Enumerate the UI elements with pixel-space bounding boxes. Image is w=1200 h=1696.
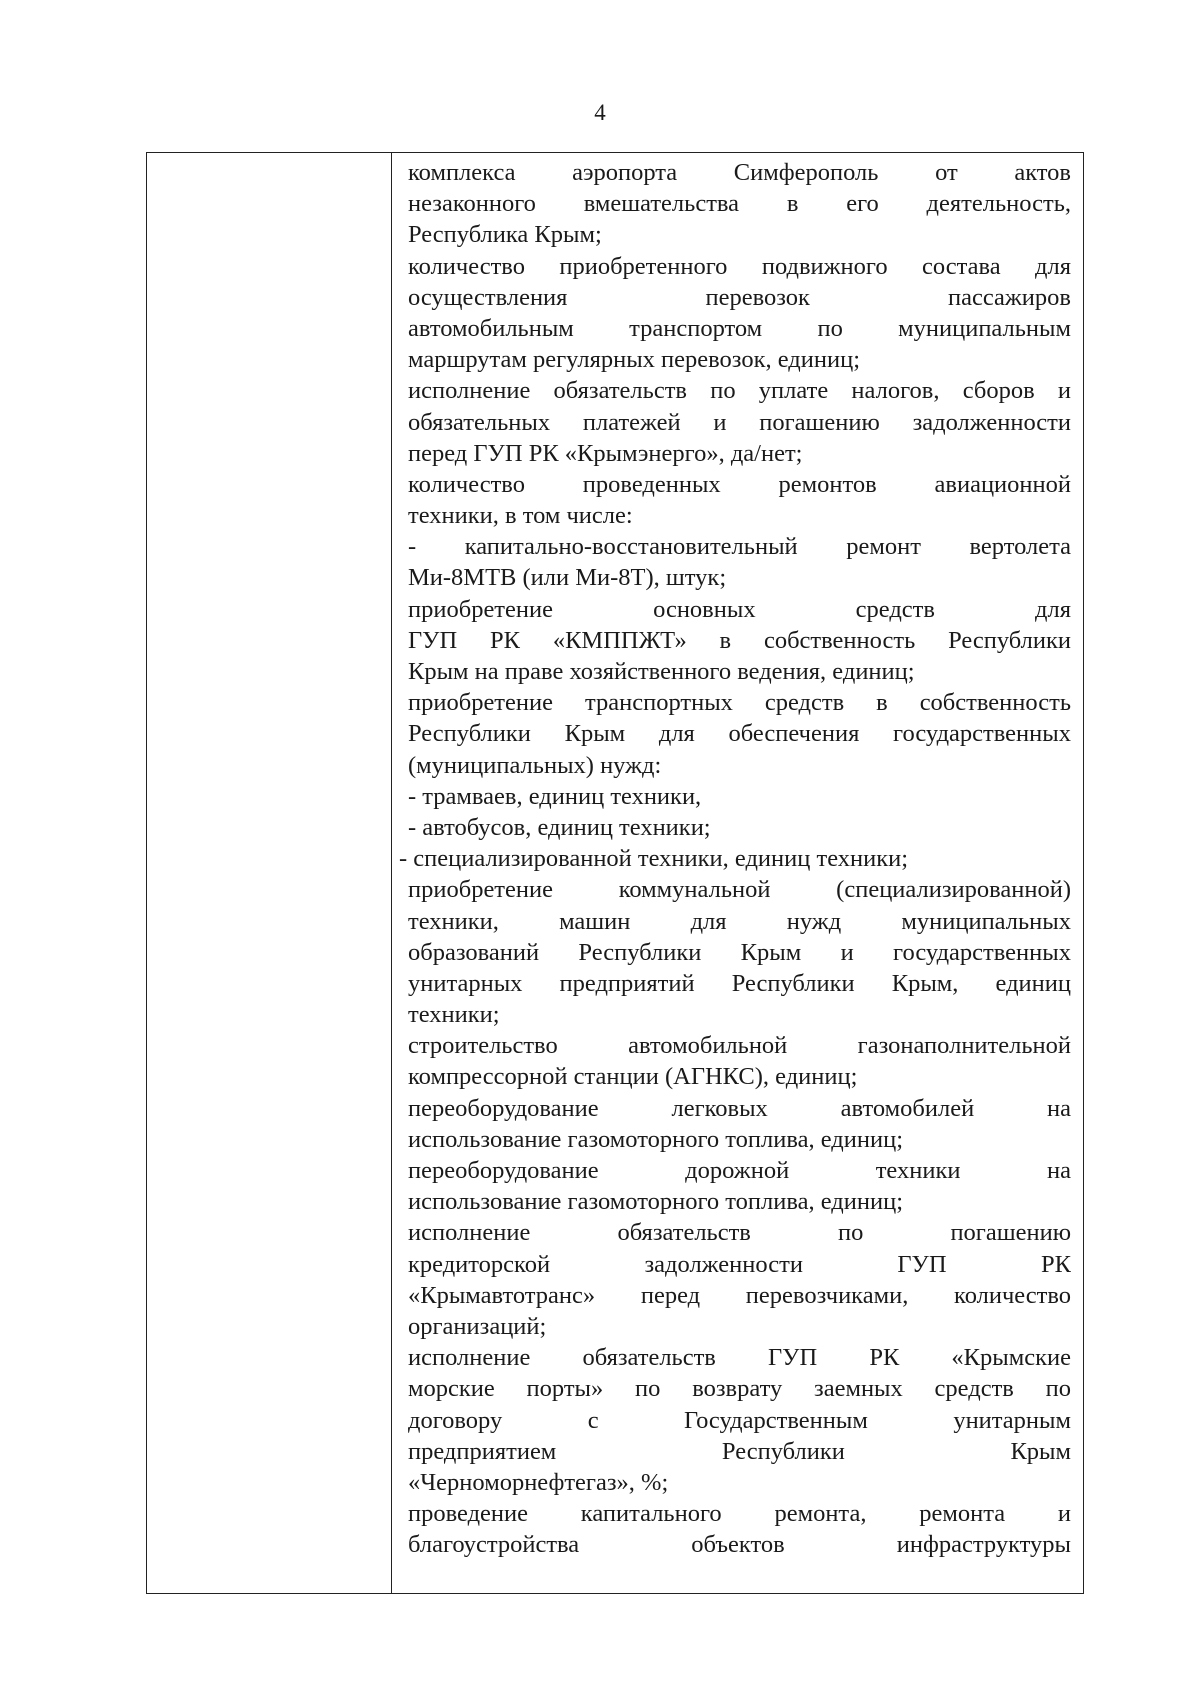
text-line: строительство автомобильной газонаполнительной	[408, 1032, 1071, 1060]
text-line: обязательных платежей и погашению задолженности	[408, 408, 1071, 436]
text-line: договору с Государственным унитарным	[408, 1406, 1071, 1434]
text-line: (муниципальных) нужд:	[408, 751, 662, 779]
text-line: техники, машин для нужд муниципальных	[408, 907, 1071, 935]
text-line: Крым на праве хозяйственного ведения, единиц;	[408, 658, 915, 685]
text-line: благоустройства объектов инфраструктуры	[408, 1531, 1071, 1559]
text-line: компрессорной станции (АГНКС), единиц;	[408, 1063, 858, 1091]
text-line: приобретение коммунальной (специализированной)	[408, 876, 1071, 904]
text-line: автомобильным транспортом по муниципальным	[408, 314, 1071, 342]
text-line: предприятием Республики Крым	[408, 1437, 1071, 1465]
text-line: исполнение обязательств по уплате налогов, сборов и	[408, 377, 1071, 405]
text-line: Республика Крым;	[408, 221, 602, 249]
text-line: техники;	[408, 1001, 500, 1029]
text-line: приобретение основных средств для	[408, 595, 1071, 623]
text-line: унитарных предприятий Республики Крым, единиц	[408, 969, 1071, 997]
text-line: - капитально-восстановительный ремонт вертолета	[408, 533, 1071, 561]
indicator-table	[146, 152, 1084, 1594]
page-number: 4	[594, 100, 606, 125]
text-line: Республики Крым для обеспечения государственных	[408, 720, 1071, 748]
text-line: маршрутам регулярных перевозок, единиц;	[408, 346, 861, 374]
text-line: «Крымавтотранс» перед перевозчиками, количество	[408, 1281, 1071, 1309]
text-line: переоборудование легковых автомобилей на	[408, 1094, 1071, 1122]
text-line: кредиторской задолженности ГУП РК	[408, 1250, 1071, 1278]
text-line: приобретение транспортных средств в собственность	[408, 689, 1071, 717]
text-line: ГУП РК «КМППЖТ» в собственность Республики	[408, 626, 1071, 654]
text-line: - специализированной техники, единиц техники;	[399, 845, 909, 873]
text-line: использование газомоторного топлива, единиц;	[408, 1188, 904, 1216]
text-line: перед ГУП РК «Крымэнерго», да/нет;	[408, 439, 803, 467]
text-line: исполнение обязательств ГУП РК «Крымские	[408, 1344, 1071, 1372]
text-line: исполнение обязательств по погашению	[408, 1219, 1071, 1247]
text-line: переоборудование дорожной техники на	[408, 1157, 1071, 1184]
text-line: - автобусов, единиц техники;	[408, 813, 711, 841]
text-line: Ми-8МТВ (или Ми-8Т), штук;	[408, 564, 727, 592]
text-line: комплекса аэропорта Симферополь от актов	[408, 159, 1071, 186]
text-line: образований Республики Крым и государственных	[408, 938, 1071, 966]
text-line: - трамваев, единиц техники,	[408, 782, 702, 810]
table-right-column	[392, 153, 1083, 1593]
text-line: количество проведенных ремонтов авиационной	[408, 470, 1071, 498]
text-line: проведение капитального ремонта, ремонта и	[408, 1500, 1071, 1528]
text-line: количество приобретенного подвижного состава для	[408, 252, 1071, 280]
text-line: использование газомоторного топлива, единиц;	[408, 1125, 904, 1153]
text-line: морские порты» по возврату заемных средств по	[408, 1375, 1071, 1403]
table-left-column	[147, 153, 392, 1593]
text-line: «Черноморнефтегаз», %;	[408, 1468, 669, 1496]
text-line: техники, в том числе:	[408, 502, 633, 530]
text-line: осуществления перевозок пассажиров	[408, 283, 1071, 311]
text-line: незаконного вмешательства в его деятельность,	[408, 190, 1071, 218]
text-line: организаций;	[408, 1312, 547, 1340]
